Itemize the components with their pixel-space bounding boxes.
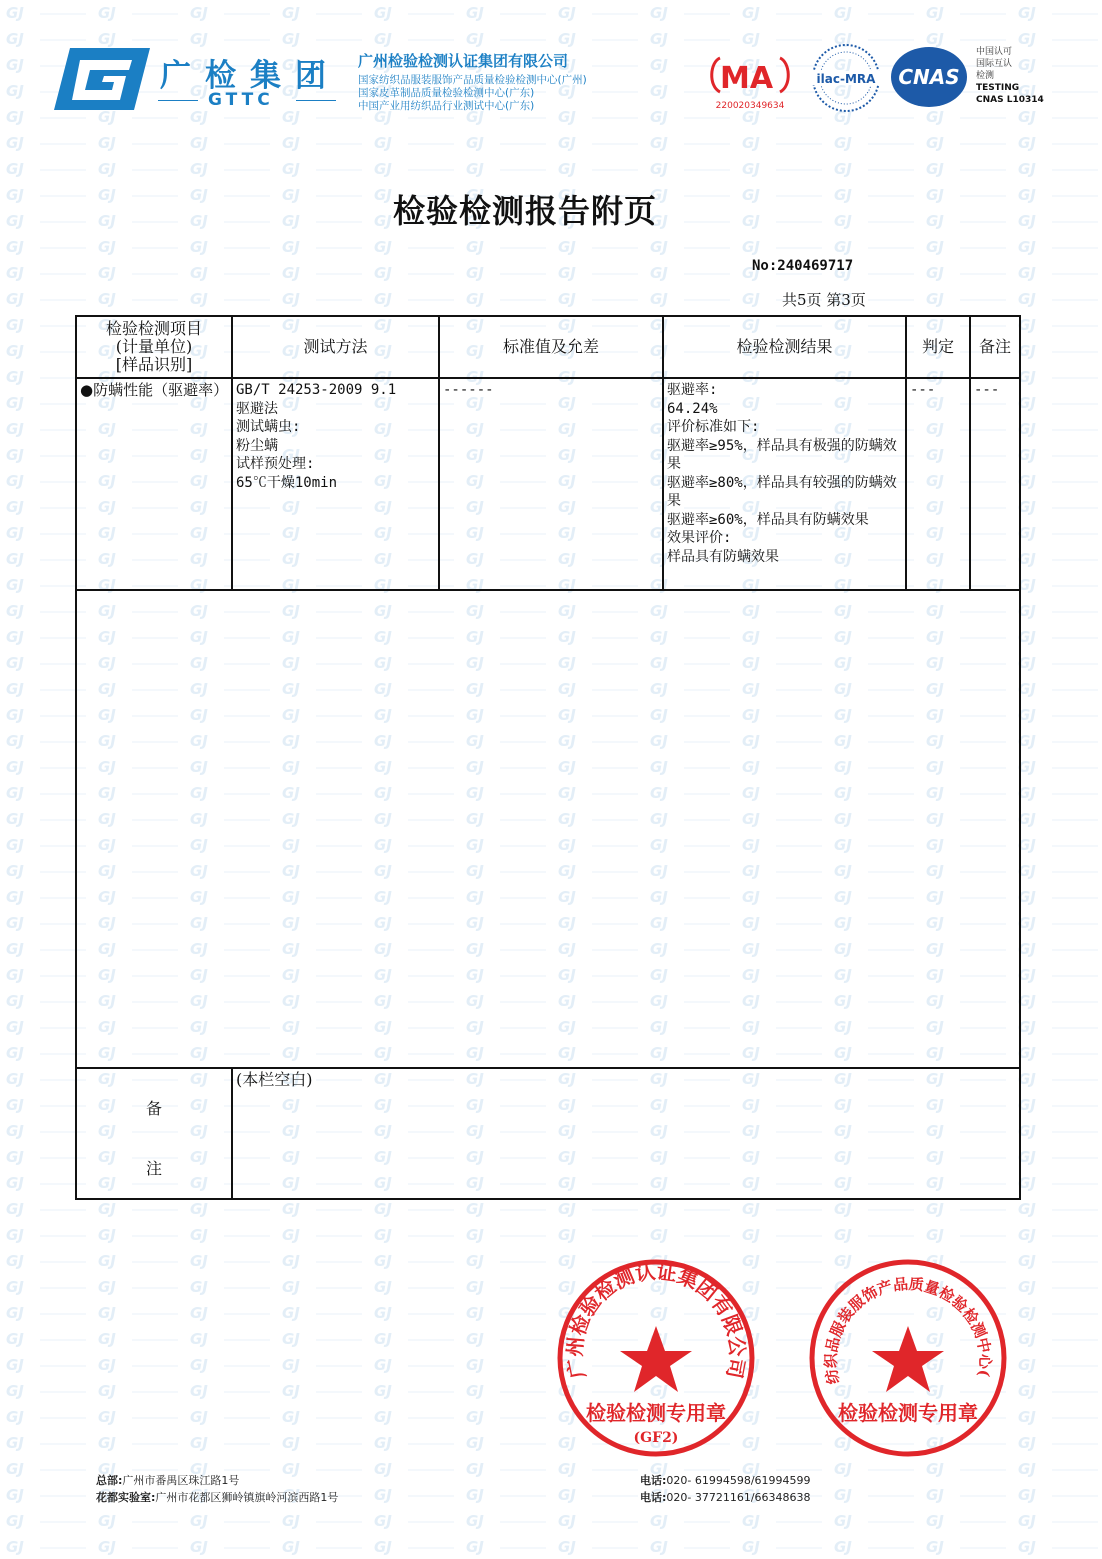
ilac-mra-mark [810, 42, 882, 114]
center-line-1: 国家纺织品服装服饰产品质量检验检测中心(广州) [358, 74, 587, 86]
brand-name-en: GTTC [208, 90, 274, 110]
cell-test-method: GB/T 24253-2009 9.1 驱避法 测试螨虫: 粉尘螨 试样预处理: 65℃干燥10min [232, 378, 439, 590]
svg-text:广州检验检测认证集团有限公司: 广州检验检测认证集团有限公司 [562, 1259, 750, 1381]
cnas-mark [888, 44, 970, 110]
header-test-method: 测试方法 [232, 316, 439, 378]
blank-area [76, 590, 1020, 1068]
company-block [358, 50, 587, 113]
center-line-2: 国家皮革制品质量检验检测中心(广东) [358, 87, 535, 99]
footer-addresses [96, 1472, 338, 1506]
star-icon [872, 1326, 944, 1392]
footer-lab: 花都实验室:广州市花都区狮岭镇旗岭河滨西路1号 [96, 1491, 339, 1504]
cnas-logo-icon [888, 44, 970, 110]
table-header-row [76, 316, 1020, 378]
svg-text:MA: MA [720, 61, 774, 96]
testing-label: TESTING [976, 83, 1020, 93]
svg-text:ilac-MRA: ilac-MRA [816, 72, 876, 86]
remarks-row [76, 1068, 1020, 1199]
cell-judgement: --- [906, 378, 970, 590]
company-seal-graphic [556, 1258, 756, 1458]
cert-line-2: 国际互认 [976, 59, 1013, 69]
remarks-content: (本栏空白) [232, 1068, 1020, 1199]
svg-text:CNAS: CNAS [898, 65, 960, 89]
cert-line-3: 检测 [976, 71, 995, 81]
cell-test-item: ●防螨性能（驱避率） [76, 378, 232, 590]
center-seal [808, 1258, 1008, 1458]
accreditation-text [976, 46, 1044, 106]
header-standard: 标准值及允差 [439, 316, 663, 378]
footer-phones [640, 1472, 811, 1506]
brand-name-cn: 广检集团 [160, 58, 340, 94]
gttc-logo-icon [52, 46, 152, 112]
table-blank-area [76, 590, 1020, 1068]
footer-tel-1: 电话:020- 61994598/61994599 [640, 1474, 811, 1487]
header-note: 备注 [970, 316, 1020, 378]
footer-hq: 总部:广州市番禺区珠江路1号 [96, 1474, 240, 1487]
page-indicator: 共5页 第3页 [782, 291, 866, 309]
cma-logo-icon [706, 48, 794, 112]
brand-name-en-row [158, 90, 338, 110]
header-judgement: 判定 [906, 316, 970, 378]
page-title: 检验检测报告附页 [392, 192, 657, 230]
table-row [76, 378, 1020, 590]
divider [158, 100, 198, 101]
footer-tel-2: 电话:020- 37721161/66348638 [640, 1491, 811, 1504]
cnas-number: CNAS L10314 [976, 95, 1044, 105]
cell-standard: ------ [439, 378, 663, 590]
star-icon [620, 1326, 692, 1392]
svg-text:(GF2): (GF2) [633, 1430, 679, 1446]
cell-note: --- [970, 378, 1020, 590]
divider [296, 100, 336, 101]
results-table [75, 315, 1019, 1200]
cell-result: 驱避率: 64.24% 评价标准如下: 驱避率≥95%，样品具有极强的防螨效果 驱避率≥80%，样品具有较强的防螨效果 驱避率≥60%，样品具有防螨效果 效果评价: 样品具有防螨效果 [663, 378, 906, 590]
remarks-label: 备 注 [76, 1068, 232, 1199]
svg-text:检验检测专用章: 检验检测专用章 [838, 1401, 978, 1425]
svg-text:检验检测专用章: 检验检测专用章 [586, 1401, 726, 1425]
header-test-item: 检验检测项目 (计量单位) [样品识别] [76, 316, 232, 378]
svg-text:220020349634: 220020349634 [715, 101, 785, 111]
center-line-3: 中国产业用纺织品行业测试中心(广东) [358, 100, 535, 112]
cert-line-1: 中国认可 [976, 47, 1013, 57]
header-result: 检验检测结果 [663, 316, 906, 378]
gttc-logo [52, 46, 152, 112]
svg-text:国家纺织品服装服饰产品质量检验检测中心(广州): 纺织品服装服饰产品质量检验检测中心( [821, 1274, 995, 1386]
report-number: No:240469717 [752, 258, 854, 274]
ilac-globe-icon [810, 42, 882, 114]
company-seal [556, 1258, 756, 1458]
cma-mark [706, 48, 794, 112]
company-name: 广州检验检测认证集团有限公司 [358, 52, 569, 70]
center-seal-graphic [808, 1258, 1008, 1458]
